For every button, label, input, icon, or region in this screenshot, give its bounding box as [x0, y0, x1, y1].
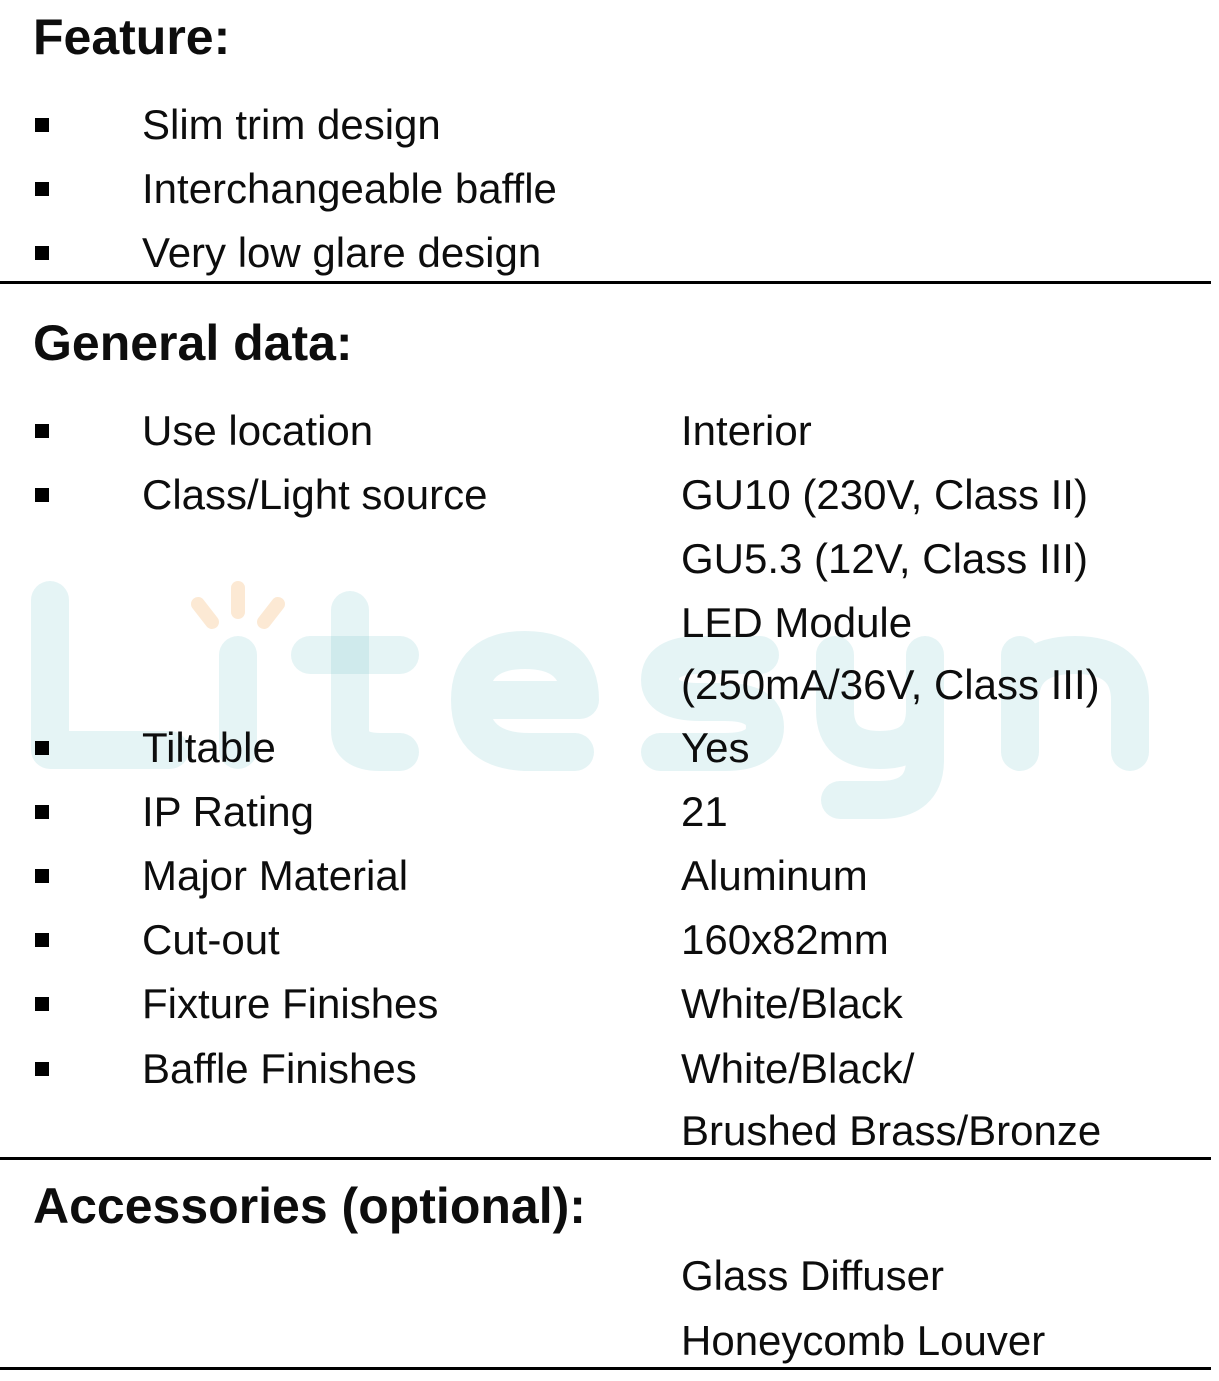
spec-value: LED Module: [681, 599, 913, 646]
spec-label: Baffle Finishes: [142, 1045, 417, 1092]
square-bullet-icon: [35, 805, 49, 819]
square-bullet-icon: [35, 997, 49, 1011]
spec-label: Cut-out: [142, 916, 280, 963]
spec-value: (250mA/36V, Class III): [681, 661, 1100, 708]
spec-value: White/Black: [681, 980, 903, 1027]
spec-row-baffle-finishes: [0, 1044, 1219, 1094]
spec-label: Use location: [142, 407, 374, 454]
feature-item-label: Very low glare design: [142, 229, 542, 276]
spec-value: Brushed Brass/Bronze: [681, 1107, 1102, 1154]
spec-label: Major Material: [142, 852, 409, 899]
feature-item: [0, 100, 1219, 150]
square-bullet-icon: [35, 424, 49, 438]
square-bullet-icon: [35, 741, 49, 755]
accessory-item: [0, 1316, 1219, 1366]
accessories-heading: Accessories (optional):: [33, 1178, 586, 1234]
feature-item: [0, 164, 1219, 214]
square-bullet-icon: [35, 488, 49, 502]
square-bullet-icon: [35, 869, 49, 883]
spec-value: GU10 (230V, Class II): [681, 471, 1088, 518]
section-divider: [0, 1367, 1211, 1370]
square-bullet-icon: [35, 1062, 49, 1076]
spec-value: 21: [681, 788, 728, 835]
section-divider: [0, 1157, 1211, 1160]
spec-value: Aluminum: [681, 852, 868, 899]
spec-row-continuation: [0, 1106, 1219, 1156]
square-bullet-icon: [35, 118, 49, 132]
feature-heading: Feature:: [33, 9, 231, 65]
accessory-item-label: Honeycomb Louver: [681, 1317, 1046, 1364]
spec-label: Fixture Finishes: [142, 980, 439, 1027]
feature-item-label: Slim trim design: [142, 101, 441, 148]
spec-row-major-material: [0, 851, 1219, 901]
square-bullet-icon: [35, 933, 49, 947]
spec-row-continuation: [0, 598, 1219, 648]
spec-value: 160x82mm: [681, 916, 889, 963]
spec-value: White/Black/: [681, 1045, 915, 1092]
spec-row-use-location: [0, 406, 1219, 456]
spec-row-class-light-source: [0, 470, 1219, 520]
spec-row-cut-out: [0, 915, 1219, 965]
spec-row-continuation: [0, 534, 1219, 584]
spec-row-ip-rating: [0, 787, 1219, 837]
spec-label: Tiltable: [142, 724, 276, 771]
spec-label: IP Rating: [142, 788, 314, 835]
feature-item-label: Interchangeable baffle: [142, 165, 557, 212]
spec-value: GU5.3 (12V, Class III): [681, 535, 1088, 582]
spec-row-continuation: [0, 660, 1219, 710]
spec-value: Interior: [681, 407, 812, 454]
section-divider: [0, 281, 1211, 284]
square-bullet-icon: [35, 182, 49, 196]
spec-value: Yes: [681, 724, 750, 771]
feature-item: [0, 228, 1219, 278]
accessory-item-label: Glass Diffuser: [681, 1252, 944, 1299]
square-bullet-icon: [35, 246, 49, 260]
spec-label: Class/Light source: [142, 471, 488, 518]
general-data-heading: General data:: [33, 315, 353, 371]
spec-row-tiltable: [0, 723, 1219, 773]
accessory-item: [0, 1251, 1219, 1301]
spec-row-fixture-finishes: [0, 979, 1219, 1029]
